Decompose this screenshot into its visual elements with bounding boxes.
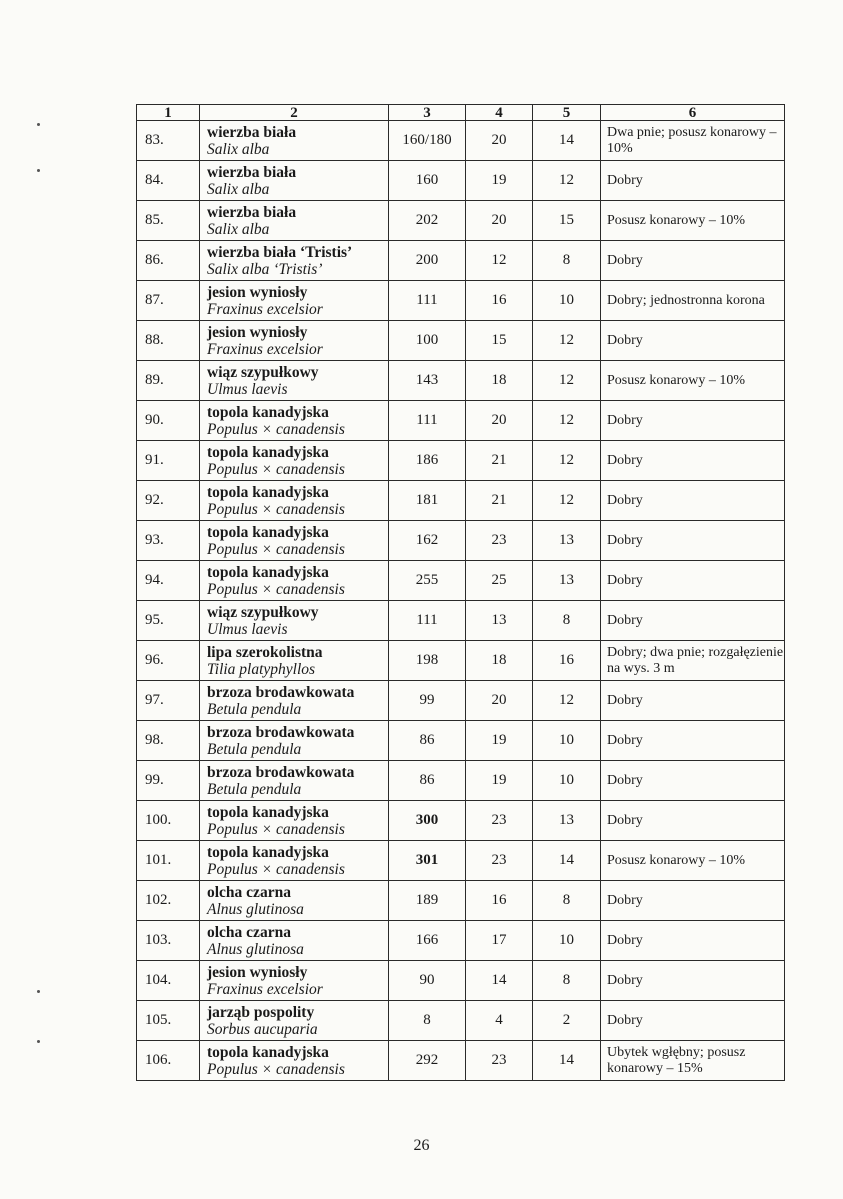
condition-description: Dobry <box>601 1001 785 1041</box>
column-5-value: 12 <box>533 681 601 721</box>
condition-description: Dobry <box>601 241 785 281</box>
column-header: 2 <box>200 105 389 121</box>
species-cell <box>200 761 389 801</box>
column-4-value: 20 <box>466 121 533 161</box>
species-latin-name: Populus × canadensis <box>207 540 345 558</box>
condition-description: Dobry <box>601 601 785 641</box>
species-cell <box>200 321 389 361</box>
table-row <box>137 1041 785 1081</box>
tree-number: 105. <box>137 1001 200 1041</box>
tree-number: 102. <box>137 881 200 921</box>
species-polish-name: jesion wyniosły <box>207 283 308 301</box>
species-polish-name: olcha czarna <box>207 883 291 901</box>
species-polish-name: wierzba biała ‘Tristis’ <box>207 243 353 261</box>
species-latin-name: Tilia platyphyllos <box>207 660 316 678</box>
column-5-value: 12 <box>533 161 601 201</box>
species-latin-name: Fraxinus excelsior <box>207 980 323 998</box>
column-3-value: 111 <box>389 401 466 441</box>
column-5-value: 10 <box>533 281 601 321</box>
column-4-value: 19 <box>466 161 533 201</box>
table-row <box>137 721 785 761</box>
tree-number: 86. <box>137 241 200 281</box>
species-polish-name: brzoza brodawkowata <box>207 683 355 701</box>
species-cell <box>200 561 389 601</box>
table-row <box>137 121 785 161</box>
condition-description: Dobry <box>601 961 785 1001</box>
column-4-value: 21 <box>466 441 533 481</box>
tree-number: 106. <box>137 1041 200 1081</box>
column-3-value: 202 <box>389 201 466 241</box>
table-row <box>137 681 785 721</box>
table-row <box>137 161 785 201</box>
column-header: 1 <box>137 105 200 121</box>
species-polish-name: topola kanadyjska <box>207 403 329 421</box>
column-3-value: 160/180 <box>389 121 466 161</box>
table-row <box>137 801 785 841</box>
species-latin-name: Populus × canadensis <box>207 460 345 478</box>
species-cell <box>200 241 389 281</box>
condition-description: Dobry <box>601 321 785 361</box>
column-4-value: 16 <box>466 281 533 321</box>
species-polish-name: wiąz szypułkowy <box>207 603 319 621</box>
column-3-value: 86 <box>389 761 466 801</box>
tree-inventory-table <box>136 104 785 1081</box>
condition-description: Dobry <box>601 881 785 921</box>
column-4-value: 25 <box>466 561 533 601</box>
column-4-value: 14 <box>466 961 533 1001</box>
column-5-value: 12 <box>533 361 601 401</box>
tree-number: 94. <box>137 561 200 601</box>
column-4-value: 20 <box>466 681 533 721</box>
column-4-value: 4 <box>466 1001 533 1041</box>
table-row <box>137 761 785 801</box>
condition-description: Dobry <box>601 521 785 561</box>
column-header: 5 <box>533 105 601 121</box>
species-latin-name: Populus × canadensis <box>207 580 345 598</box>
column-3-value: 200 <box>389 241 466 281</box>
species-polish-name: wierzba biała <box>207 123 297 141</box>
species-cell <box>200 121 389 161</box>
table-header-row <box>137 105 785 121</box>
species-cell <box>200 961 389 1001</box>
species-latin-name: Fraxinus excelsior <box>207 300 323 318</box>
column-4-value: 18 <box>466 641 533 681</box>
species-latin-name: Sorbus aucuparia <box>207 1020 318 1038</box>
page-number: 26 <box>413 1137 430 1154</box>
scan-dot <box>37 1040 40 1043</box>
table-row <box>137 441 785 481</box>
table-row <box>137 481 785 521</box>
column-5-value: 2 <box>533 1001 601 1041</box>
tree-number: 96. <box>137 641 200 681</box>
condition-description: Dobry <box>601 921 785 961</box>
species-latin-name: Betula pendula <box>207 780 302 798</box>
species-polish-name: wierzba biała <box>207 163 297 181</box>
table-row <box>137 561 785 601</box>
column-3-value: 198 <box>389 641 466 681</box>
species-cell <box>200 361 389 401</box>
condition-description: Posusz konarowy – 10% <box>601 361 785 401</box>
column-3-value: 166 <box>389 921 466 961</box>
species-polish-name: topola kanadyjska <box>207 803 329 821</box>
species-cell <box>200 881 389 921</box>
scan-dot <box>37 990 40 993</box>
species-cell <box>200 1001 389 1041</box>
column-3-value: 301 <box>389 841 466 881</box>
tree-number: 95. <box>137 601 200 641</box>
species-polish-name: topola kanadyjska <box>207 563 329 581</box>
species-latin-name: Alnus glutinosa <box>207 900 304 918</box>
condition-description: Posusz konarowy – 10% <box>601 201 785 241</box>
column-4-value: 23 <box>466 841 533 881</box>
column-5-value: 14 <box>533 121 601 161</box>
column-5-value: 10 <box>533 721 601 761</box>
tree-number: 90. <box>137 401 200 441</box>
species-polish-name: topola kanadyjska <box>207 843 329 861</box>
tree-number: 84. <box>137 161 200 201</box>
column-3-value: 99 <box>389 681 466 721</box>
condition-description: Dobry; dwa pnie; rozgałęzienie na wys. 3 m <box>601 641 785 681</box>
column-5-value: 12 <box>533 481 601 521</box>
species-polish-name: brzoza brodawkowata <box>207 723 355 741</box>
condition-description: Dobry <box>601 761 785 801</box>
species-cell <box>200 481 389 521</box>
table-row <box>137 321 785 361</box>
condition-description: Dobry <box>601 441 785 481</box>
table-row <box>137 641 785 681</box>
species-cell <box>200 1041 389 1081</box>
column-4-value: 17 <box>466 921 533 961</box>
column-3-value: 100 <box>389 321 466 361</box>
table-row <box>137 841 785 881</box>
column-5-value: 12 <box>533 321 601 361</box>
column-3-value: 86 <box>389 721 466 761</box>
tree-number: 101. <box>137 841 200 881</box>
table-row <box>137 881 785 921</box>
tree-number: 83. <box>137 121 200 161</box>
column-5-value: 15 <box>533 201 601 241</box>
species-latin-name: Populus × canadensis <box>207 420 345 438</box>
tree-number: 91. <box>137 441 200 481</box>
table-row <box>137 601 785 641</box>
column-5-value: 12 <box>533 401 601 441</box>
column-5-value: 8 <box>533 241 601 281</box>
column-3-value: 160 <box>389 161 466 201</box>
column-5-value: 16 <box>533 641 601 681</box>
species-latin-name: Salix alba <box>207 140 270 158</box>
species-cell <box>200 521 389 561</box>
species-latin-name: Salix alba <box>207 220 270 238</box>
column-5-value: 13 <box>533 801 601 841</box>
column-4-value: 20 <box>466 401 533 441</box>
tree-number: 87. <box>137 281 200 321</box>
species-cell <box>200 161 389 201</box>
species-cell <box>200 601 389 641</box>
column-5-value: 13 <box>533 561 601 601</box>
tree-number: 98. <box>137 721 200 761</box>
column-5-value: 12 <box>533 441 601 481</box>
species-cell <box>200 441 389 481</box>
condition-description: Dobry <box>601 721 785 761</box>
table-row <box>137 241 785 281</box>
column-3-value: 255 <box>389 561 466 601</box>
column-4-value: 20 <box>466 201 533 241</box>
column-4-value: 12 <box>466 241 533 281</box>
species-polish-name: lipa szerokolistna <box>207 643 323 661</box>
column-4-value: 19 <box>466 761 533 801</box>
column-4-value: 23 <box>466 521 533 561</box>
condition-description: Dobry; jednostronna korona <box>601 281 785 321</box>
species-cell <box>200 641 389 681</box>
tree-number: 93. <box>137 521 200 561</box>
column-5-value: 8 <box>533 961 601 1001</box>
species-cell <box>200 281 389 321</box>
tree-number: 99. <box>137 761 200 801</box>
tree-number: 100. <box>137 801 200 841</box>
column-5-value: 14 <box>533 841 601 881</box>
column-3-value: 90 <box>389 961 466 1001</box>
condition-description: Dobry <box>601 161 785 201</box>
column-5-value: 8 <box>533 881 601 921</box>
tree-number: 88. <box>137 321 200 361</box>
species-latin-name: Populus × canadensis <box>207 820 345 838</box>
column-3-value: 162 <box>389 521 466 561</box>
column-header: 4 <box>466 105 533 121</box>
table-row <box>137 521 785 561</box>
column-3-value: 186 <box>389 441 466 481</box>
species-polish-name: jesion wyniosły <box>207 963 308 981</box>
species-cell <box>200 801 389 841</box>
species-cell <box>200 401 389 441</box>
species-cell <box>200 201 389 241</box>
table-row <box>137 921 785 961</box>
species-cell <box>200 721 389 761</box>
column-5-value: 13 <box>533 521 601 561</box>
species-latin-name: Betula pendula <box>207 700 302 718</box>
species-latin-name: Fraxinus excelsior <box>207 340 323 358</box>
column-4-value: 13 <box>466 601 533 641</box>
species-polish-name: topola kanadyjska <box>207 483 329 501</box>
table-row <box>137 281 785 321</box>
species-polish-name: wierzba biała <box>207 203 297 221</box>
species-latin-name: Salix alba <box>207 180 270 198</box>
species-latin-name: Betula pendula <box>207 740 302 758</box>
species-cell <box>200 841 389 881</box>
species-latin-name: Salix alba ‘Tristis’ <box>207 260 323 278</box>
column-3-value: 181 <box>389 481 466 521</box>
tree-number: 92. <box>137 481 200 521</box>
species-polish-name: olcha czarna <box>207 923 291 941</box>
species-latin-name: Populus × canadensis <box>207 860 345 878</box>
species-latin-name: Populus × canadensis <box>207 1060 345 1078</box>
column-4-value: 23 <box>466 801 533 841</box>
species-polish-name: topola kanadyjska <box>207 1043 329 1061</box>
condition-description: Dobry <box>601 481 785 521</box>
scan-dot <box>37 123 40 126</box>
species-latin-name: Ulmus laevis <box>207 380 288 398</box>
species-latin-name: Alnus glutinosa <box>207 940 304 958</box>
column-header: 6 <box>601 105 785 121</box>
column-3-value: 111 <box>389 601 466 641</box>
column-3-value: 300 <box>389 801 466 841</box>
column-5-value: 14 <box>533 1041 601 1081</box>
column-4-value: 21 <box>466 481 533 521</box>
condition-description: Dobry <box>601 561 785 601</box>
table-row <box>137 961 785 1001</box>
column-4-value: 16 <box>466 881 533 921</box>
scan-dot <box>37 169 40 172</box>
species-latin-name: Populus × canadensis <box>207 500 345 518</box>
tree-number: 89. <box>137 361 200 401</box>
tree-number: 85. <box>137 201 200 241</box>
column-header: 3 <box>389 105 466 121</box>
condition-description: Dobry <box>601 801 785 841</box>
column-5-value: 10 <box>533 761 601 801</box>
column-5-value: 10 <box>533 921 601 961</box>
species-polish-name: wiąz szypułkowy <box>207 363 319 381</box>
table-body <box>137 121 785 1081</box>
species-polish-name: topola kanadyjska <box>207 443 329 461</box>
species-cell <box>200 921 389 961</box>
condition-description: Ubytek wgłębny; posusz konarowy – 15% <box>601 1041 785 1081</box>
tree-number: 97. <box>137 681 200 721</box>
column-5-value: 8 <box>533 601 601 641</box>
column-3-value: 111 <box>389 281 466 321</box>
column-3-value: 189 <box>389 881 466 921</box>
table-row <box>137 1001 785 1041</box>
condition-description: Dwa pnie; posusz konarowy – 10% <box>601 121 785 161</box>
table-row <box>137 361 785 401</box>
column-3-value: 292 <box>389 1041 466 1081</box>
condition-description: Dobry <box>601 401 785 441</box>
tree-number: 103. <box>137 921 200 961</box>
column-4-value: 15 <box>466 321 533 361</box>
column-4-value: 23 <box>466 1041 533 1081</box>
column-4-value: 19 <box>466 721 533 761</box>
species-polish-name: topola kanadyjska <box>207 523 329 541</box>
species-polish-name: jesion wyniosły <box>207 323 308 341</box>
species-polish-name: jarząb pospolity <box>207 1003 315 1021</box>
table-row <box>137 401 785 441</box>
condition-description: Dobry <box>601 681 785 721</box>
tree-number: 104. <box>137 961 200 1001</box>
species-polish-name: brzoza brodawkowata <box>207 763 355 781</box>
species-latin-name: Ulmus laevis <box>207 620 288 638</box>
condition-description: Posusz konarowy – 10% <box>601 841 785 881</box>
species-cell <box>200 681 389 721</box>
column-4-value: 18 <box>466 361 533 401</box>
column-3-value: 143 <box>389 361 466 401</box>
column-3-value: 8 <box>389 1001 466 1041</box>
table-row <box>137 201 785 241</box>
